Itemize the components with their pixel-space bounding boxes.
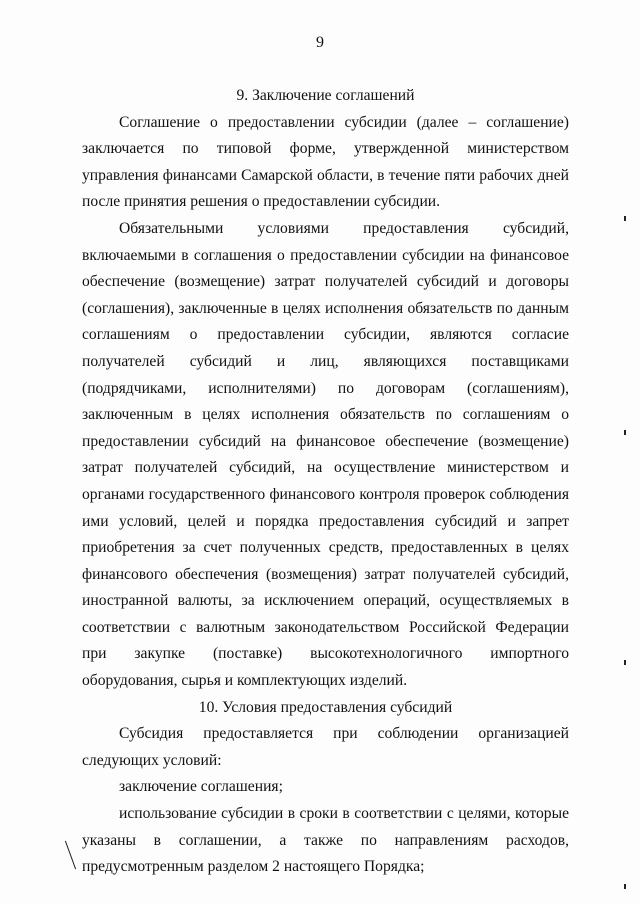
page-number: 9 — [316, 34, 324, 51]
section-9-paragraph-1: Соглашение о предоставлении субсидии (далее – соглашение) заключается по типовой форме, утвержденной министерством управления финансами Самарской области, в течение пяти рабочих дней после принятия решения о предоставлении субсидии. — [82, 113, 569, 211]
scan-line — [65, 841, 76, 870]
section-10-paragraph-1: Субсидия предоставляется при соблюдении организацией следующих условий: — [82, 725, 569, 769]
section-10-heading: 10. Условия предоставления субсидий — [198, 698, 453, 716]
scan-dot — [624, 884, 626, 889]
scan-dot — [624, 430, 626, 435]
document-body — [82, 83, 569, 881]
section-9-heading: 9. Заключение соглашений — [236, 87, 415, 104]
section-10-paragraph-3: использование субсидии в сроки в соответствии с целями, которые указаны в соглашении, а также по направлениям расходов, предусмотренным разделом 2 настоящего Порядка; — [82, 805, 569, 876]
scan-dot — [624, 216, 626, 221]
scan-dot — [624, 660, 626, 665]
section-10-paragraph-2: заключение соглашения; — [119, 778, 283, 796]
section-9-paragraph-2: Обязательными условиями предоставления субсидий, включаемыми в соглашения о предоставлении субсидии на финансовое обеспечение (возмещение) затрат получателей субсидий и договоры (соглашения), заключенные в целях исполнения обязательств по данным соглашениям о предоставлении субсидии, являются согласие получателей субсидий и лиц, являющихся поставщиками (подрядчиками, исполнителями) по договорам (соглашениям), заключенным в целях исполнения обязательств по соглашениям о предоставлении субсидий на финансовое обеспечение (возмещение) затрат получателей субсидий, на осуществление министерством и органами государственного финансового контроля проверок соблюдения ими условий, целей и порядка предоставления субсидий и запрет приобретения за счет полученных средств, предоставленных в целях финансового обеспечения (возмещения) затрат получателей субсидий, иностранной валюты, за исключением операций, осуществляемых в соответствии с валютным законодательством Российской Федерации при закупке (поставке) высокотехнологичного импортного оборудования, сырья и комплектующих изделий. — [82, 219, 569, 690]
